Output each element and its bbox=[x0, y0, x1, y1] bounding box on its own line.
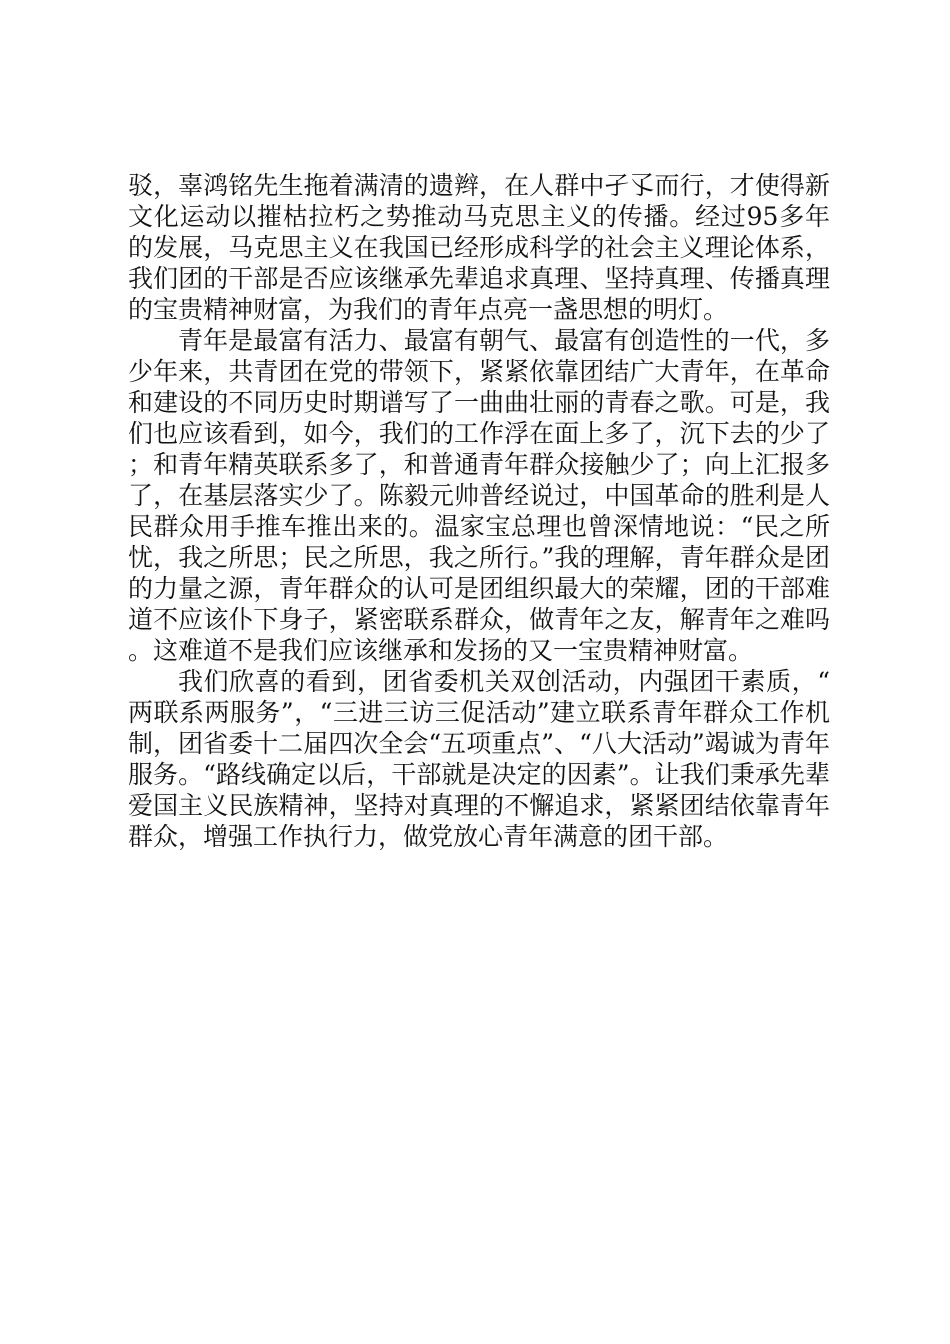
paragraph-conclusion: 我们欣喜的看到，团省委机关双创活动，内强团干素质，“两联系两服务”，“三进三访三促活动”建立联系青年群众工作机制，团省委十二届四次全会“五项重点”、“八大活动”竭诚为青年服务。“路线确定以后，干部就是决定的因素”。让我们秉承先辈爱国主义民族精神，坚持对真理的不懈追求，紧紧团结依靠青年群众，增强工作执行力，做党放心青年满意的团干部。 bbox=[128, 667, 830, 851]
body-text bbox=[128, 170, 830, 852]
paragraph-youth: 青年是最富有活力、最富有朝气、最富有创造性的一代，多少年来，共青团在党的带领下，紧紧依靠团结广大青年，在革命和建设的不同历史时期谱写了一曲曲壮丽的青春之歌。可是，我们也应该看到，如今，我们的工作浮在面上多了，沉下去的少了；和青年精英联系多了，和普通青年群众接触少了；向上汇报多了，在基层落实少了。陈毅元帅普经说过，中国革命的胜利是人民群众用手推车推出来的。温家宝总理也曾深情地说：“民之所忧，我之所思；民之所思，我之所行。”我的理解，青年群众是团的力量之源，青年群众的认可是团组织最大的荣耀，团的干部难道不应该仆下身子，紧密联系群众，做青年之友，解青年之难吗。这难道不是我们应该继承和发扬的又一宝贵精神财富。 bbox=[128, 326, 830, 665]
paragraph-continuation: 驳，辜鸿铭先生拖着满清的遗辫，在人群中孑孓而行，才使得新文化运动以摧枯拉朽之势推动马克思主义的传播。经过95多年的发展，马克思主义在我国已经形成科学的社会主义理论体系，我们团的干部是否应该继承先辈追求真理、坚持真理、传播真理的宝贵精神财富，为我们的青年点亮一盏思想的明灯。 bbox=[128, 171, 830, 324]
